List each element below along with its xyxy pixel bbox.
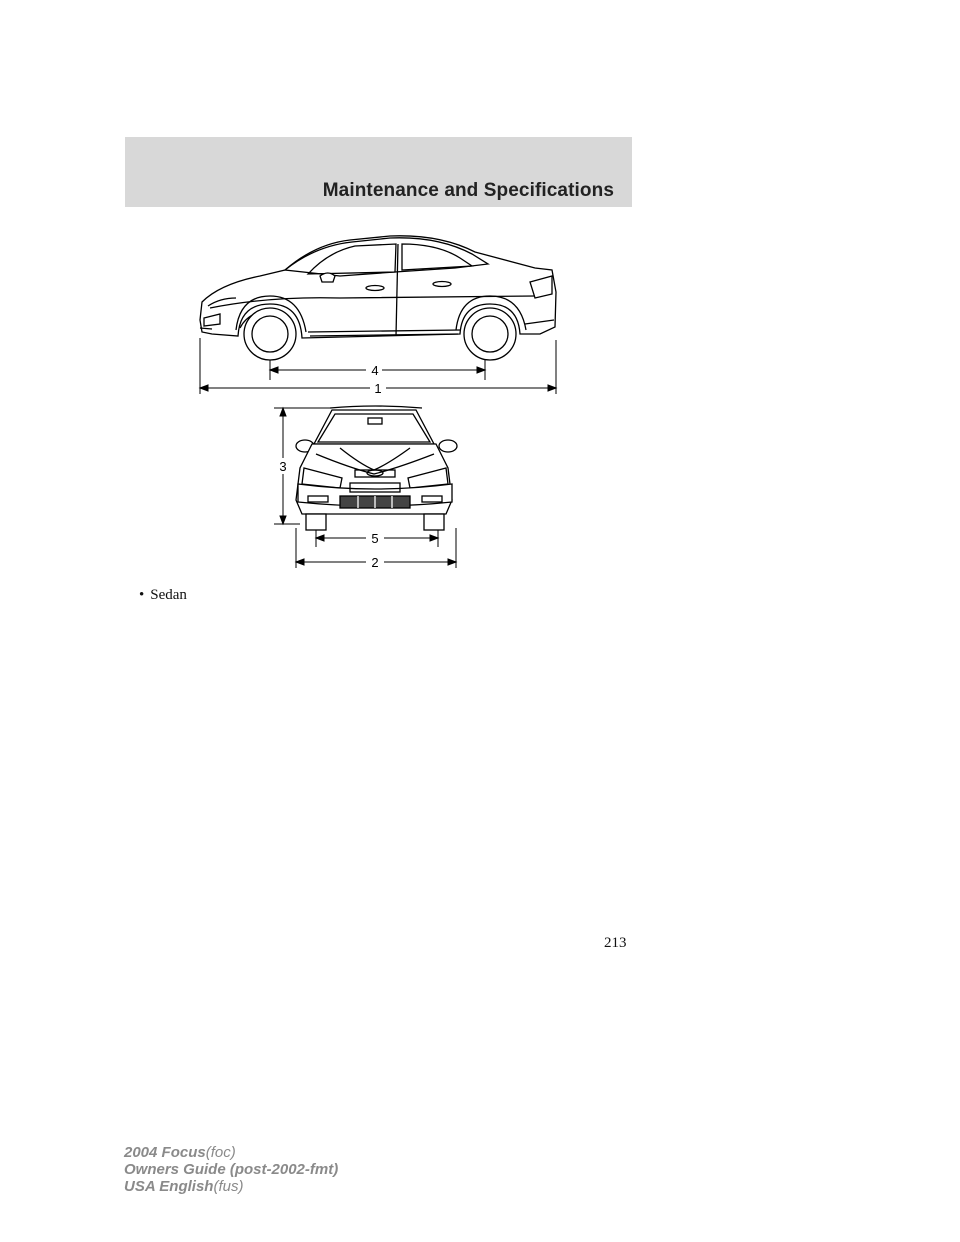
dimension-label-5: 5 <box>371 531 379 546</box>
dimension-label-4: 4 <box>371 363 379 378</box>
sedan-side-view-illustration <box>200 236 556 360</box>
dimension-label-2: 2 <box>371 555 379 570</box>
footer-model: 2004 Focus <box>124 1144 206 1161</box>
footer-language-code: (fus) <box>213 1178 244 1195</box>
footer-model-code: (foc) <box>205 1144 236 1161</box>
bullet-text-sedan: Sedan <box>150 587 187 603</box>
sedan-front-view-illustration <box>296 406 457 530</box>
bullet-icon: • <box>139 587 145 603</box>
dimension-label-1: 1 <box>374 381 382 396</box>
bullet-list-item <box>139 587 187 604</box>
dimension-label-3: 3 <box>279 459 287 474</box>
page-number: 213 <box>604 935 627 951</box>
vehicle-dimensions-diagram <box>190 232 570 572</box>
footer-language: USA English <box>124 1178 214 1195</box>
header-band <box>125 137 632 207</box>
footer-guide: Owners Guide (post-2002-fmt) <box>124 1161 339 1178</box>
section-title: Maintenance and Specifications <box>322 180 614 201</box>
document-footer <box>124 1144 338 1195</box>
